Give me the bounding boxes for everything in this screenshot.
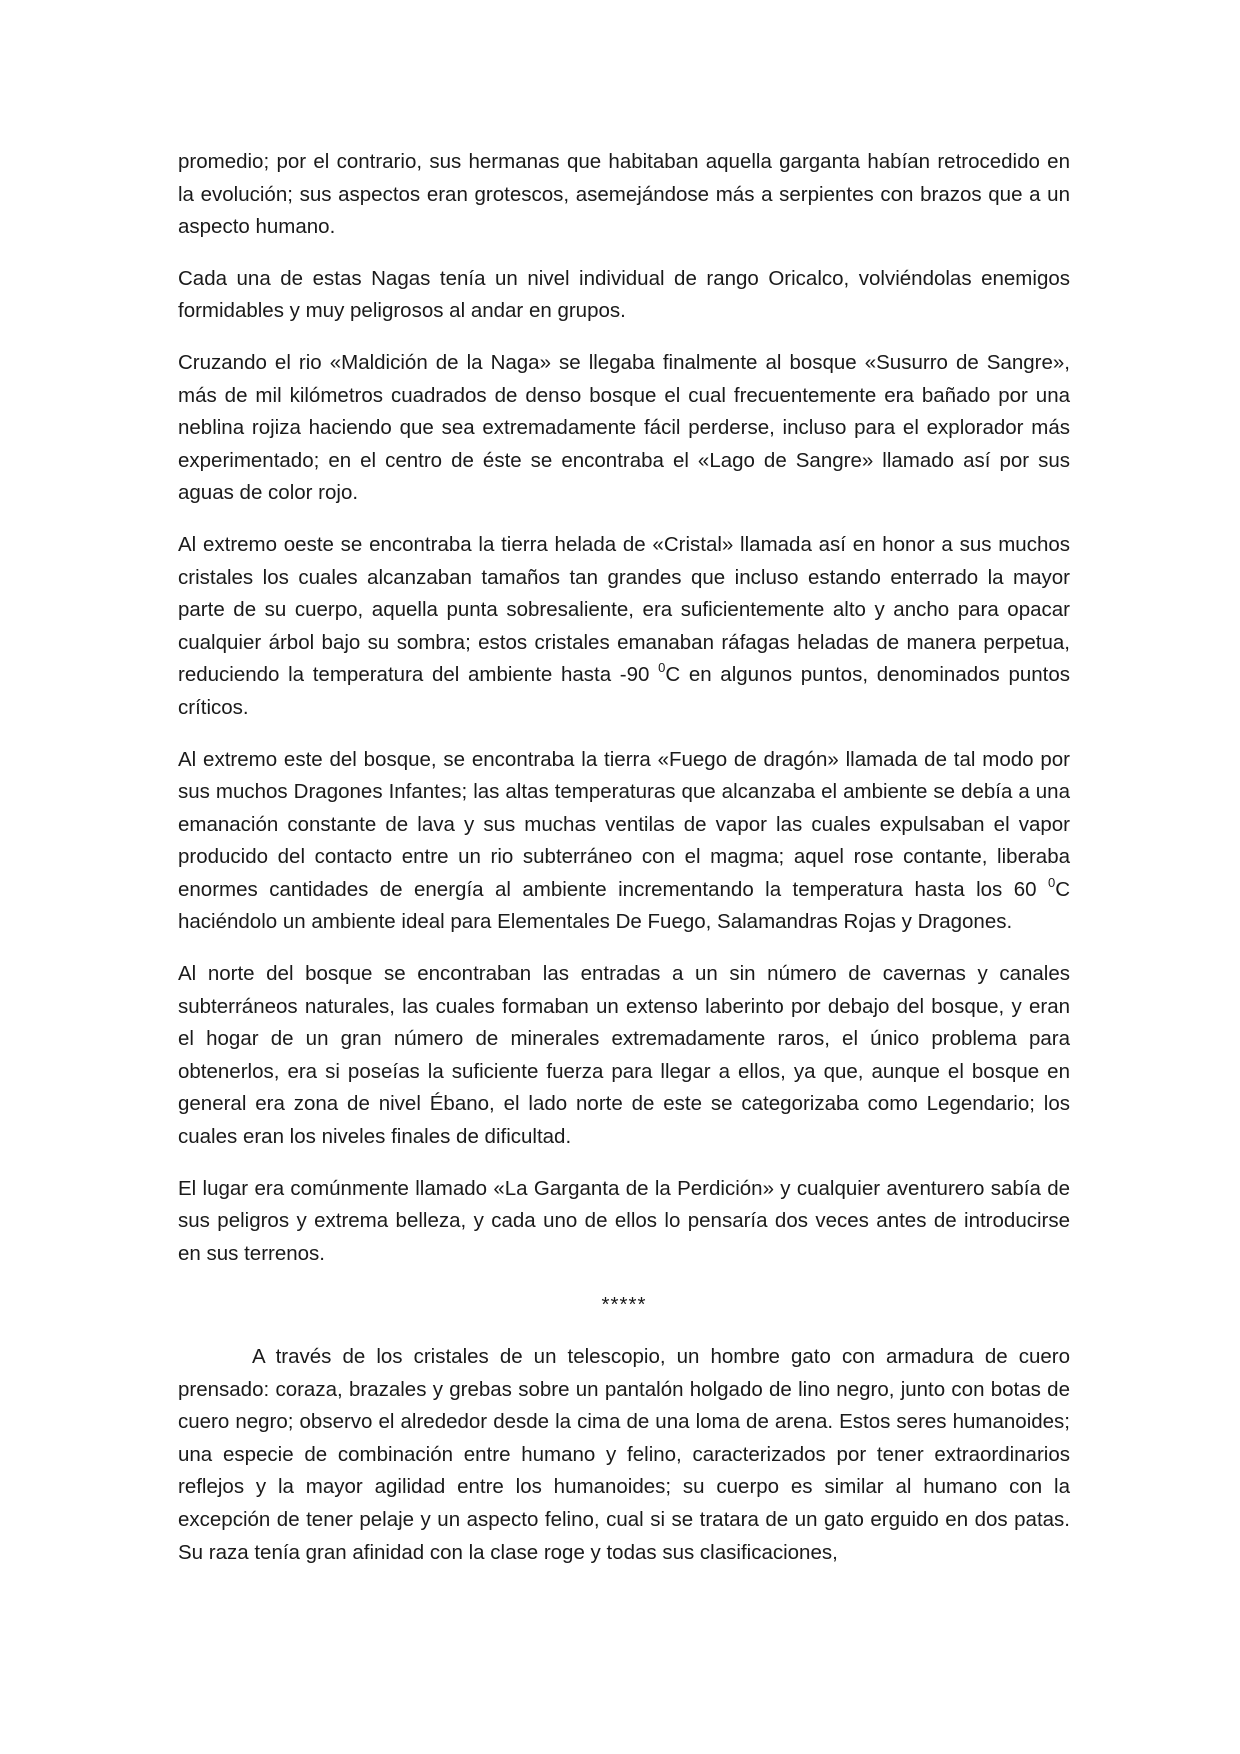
- paragraph-4-tail: C en algunos puntos, denominados puntos críticos.: [178, 663, 1071, 719]
- paragraph-5-tail: C haciéndolo un ambiente ideal para Elementales De Fuego, Salamandras Rojas y Dragones.: [178, 877, 1070, 934]
- paragraph-4: [178, 529, 1070, 725]
- degree-superscript: 0: [658, 660, 666, 676]
- paragraph-4-text: Al extremo oeste se encontraba la tierra helada de «Cristal» llamada así en honor a sus muchos cristales los cuales alcanzaban tamaños tan grandes que incluso estando enterrado la mayor parte de su cuerpo, aquella punta sobresaliente, era suficientemente alto y ancho para opacar cualquier árbol bajo su sombra; estos cristales emanaban ráfagas heladas de manera perpetua, reduciendo la temperatura del ambiente hasta -90: [178, 532, 1070, 687]
- paragraph-6: Al norte del bosque se encontraban las entradas a un sin número de cavernas y canales subterráneos naturales, las cuales formaban un extenso laberinto por debajo del bosque, y eran el hogar de un gran número de minerales extremadamente raros, el único problema para obtenerlos, era si poseías la suficiente fuerza para llegar a ellos, ya que, aunque el bosque en general era zona de nivel Ébano, el lado norte de este se categorizaba como Legendario; los cuales eran los niveles finales de dificultad.: [178, 962, 1070, 1149]
- paragraph-7: El lugar era comúnmente llamado «La Garganta de la Perdición» y cualquier aventurero sabía de sus peligros y extrema belleza, y cada uno de ellos lo pensaría dos veces antes de introducirse en sus terrenos.: [178, 1176, 1070, 1265]
- paragraph-2: Cada una de estas Nagas tenía un nivel individual de rango Oricalco, volviéndolas enemigos formidables y muy peligrosos al andar en grupos.: [178, 266, 1070, 323]
- degree-superscript: 0: [1047, 874, 1056, 890]
- paragraph-8: A través de los cristales de un telescopio, un hombre gato con armadura de cuero prensado: coraza, brazales y grebas sobre un pantalón holgado de lino negro, junto con botas de cuero negro; observo el alrededor desde la cima de una loma de arena. Estos seres humanoides; una especie de combinación entre humano y felino, caracterizados por tener extraordinarios reflejos y la mayor agilidad entre los humanoides; su cuerpo es similar al humano con la excepción de tener pelaje y un aspecto felino, cual si se tratara de un gato erguido en dos patas. Su raza tenía gran afinidad con la clase roge y todas sus clasificaciones,: [178, 1345, 1070, 1564]
- paragraph-5-text: Al extremo este del bosque, se encontraba la tierra «Fuego de dragón» llamada de tal modo por sus muchos Dragones Infantes; las altas temperaturas que alcanzaba el ambiente se debía a una emanación constante de lava y sus muchas ventilas de vapor las cuales expulsaban el vapor producido del contacto entre un rio subterráneo con el magma; aquel rose contante, liberaba enormes cantidades de energía al ambiente incrementando la temperatura hasta los 60: [178, 747, 1070, 901]
- paragraph-1: promedio; por el contrario, sus hermanas que habitaban aquella garganta habían retrocedido en la evolución; sus aspectos eran grotescos, asemejándose más a serpientes con brazos que a un aspecto humano.: [178, 150, 1070, 239]
- paragraph-5: [178, 744, 1070, 940]
- document-page: [178, 146, 1070, 1588]
- paragraph-3: Cruzando el rio «Maldición de la Naga» se llegaba finalmente al bosque «Susurro de Sangre», más de mil kilómetros cuadrados de denso bosque el cual frecuentemente era bañado por una neblina rojiza haciendo que sea extremadamente fácil perderse, incluso para el explorador más experimentado; en el centro de éste se encontraba el «Lago de Sangre» llamado así por sus aguas de color rojo.: [178, 350, 1070, 505]
- section-separator: *****: [601, 1293, 647, 1317]
